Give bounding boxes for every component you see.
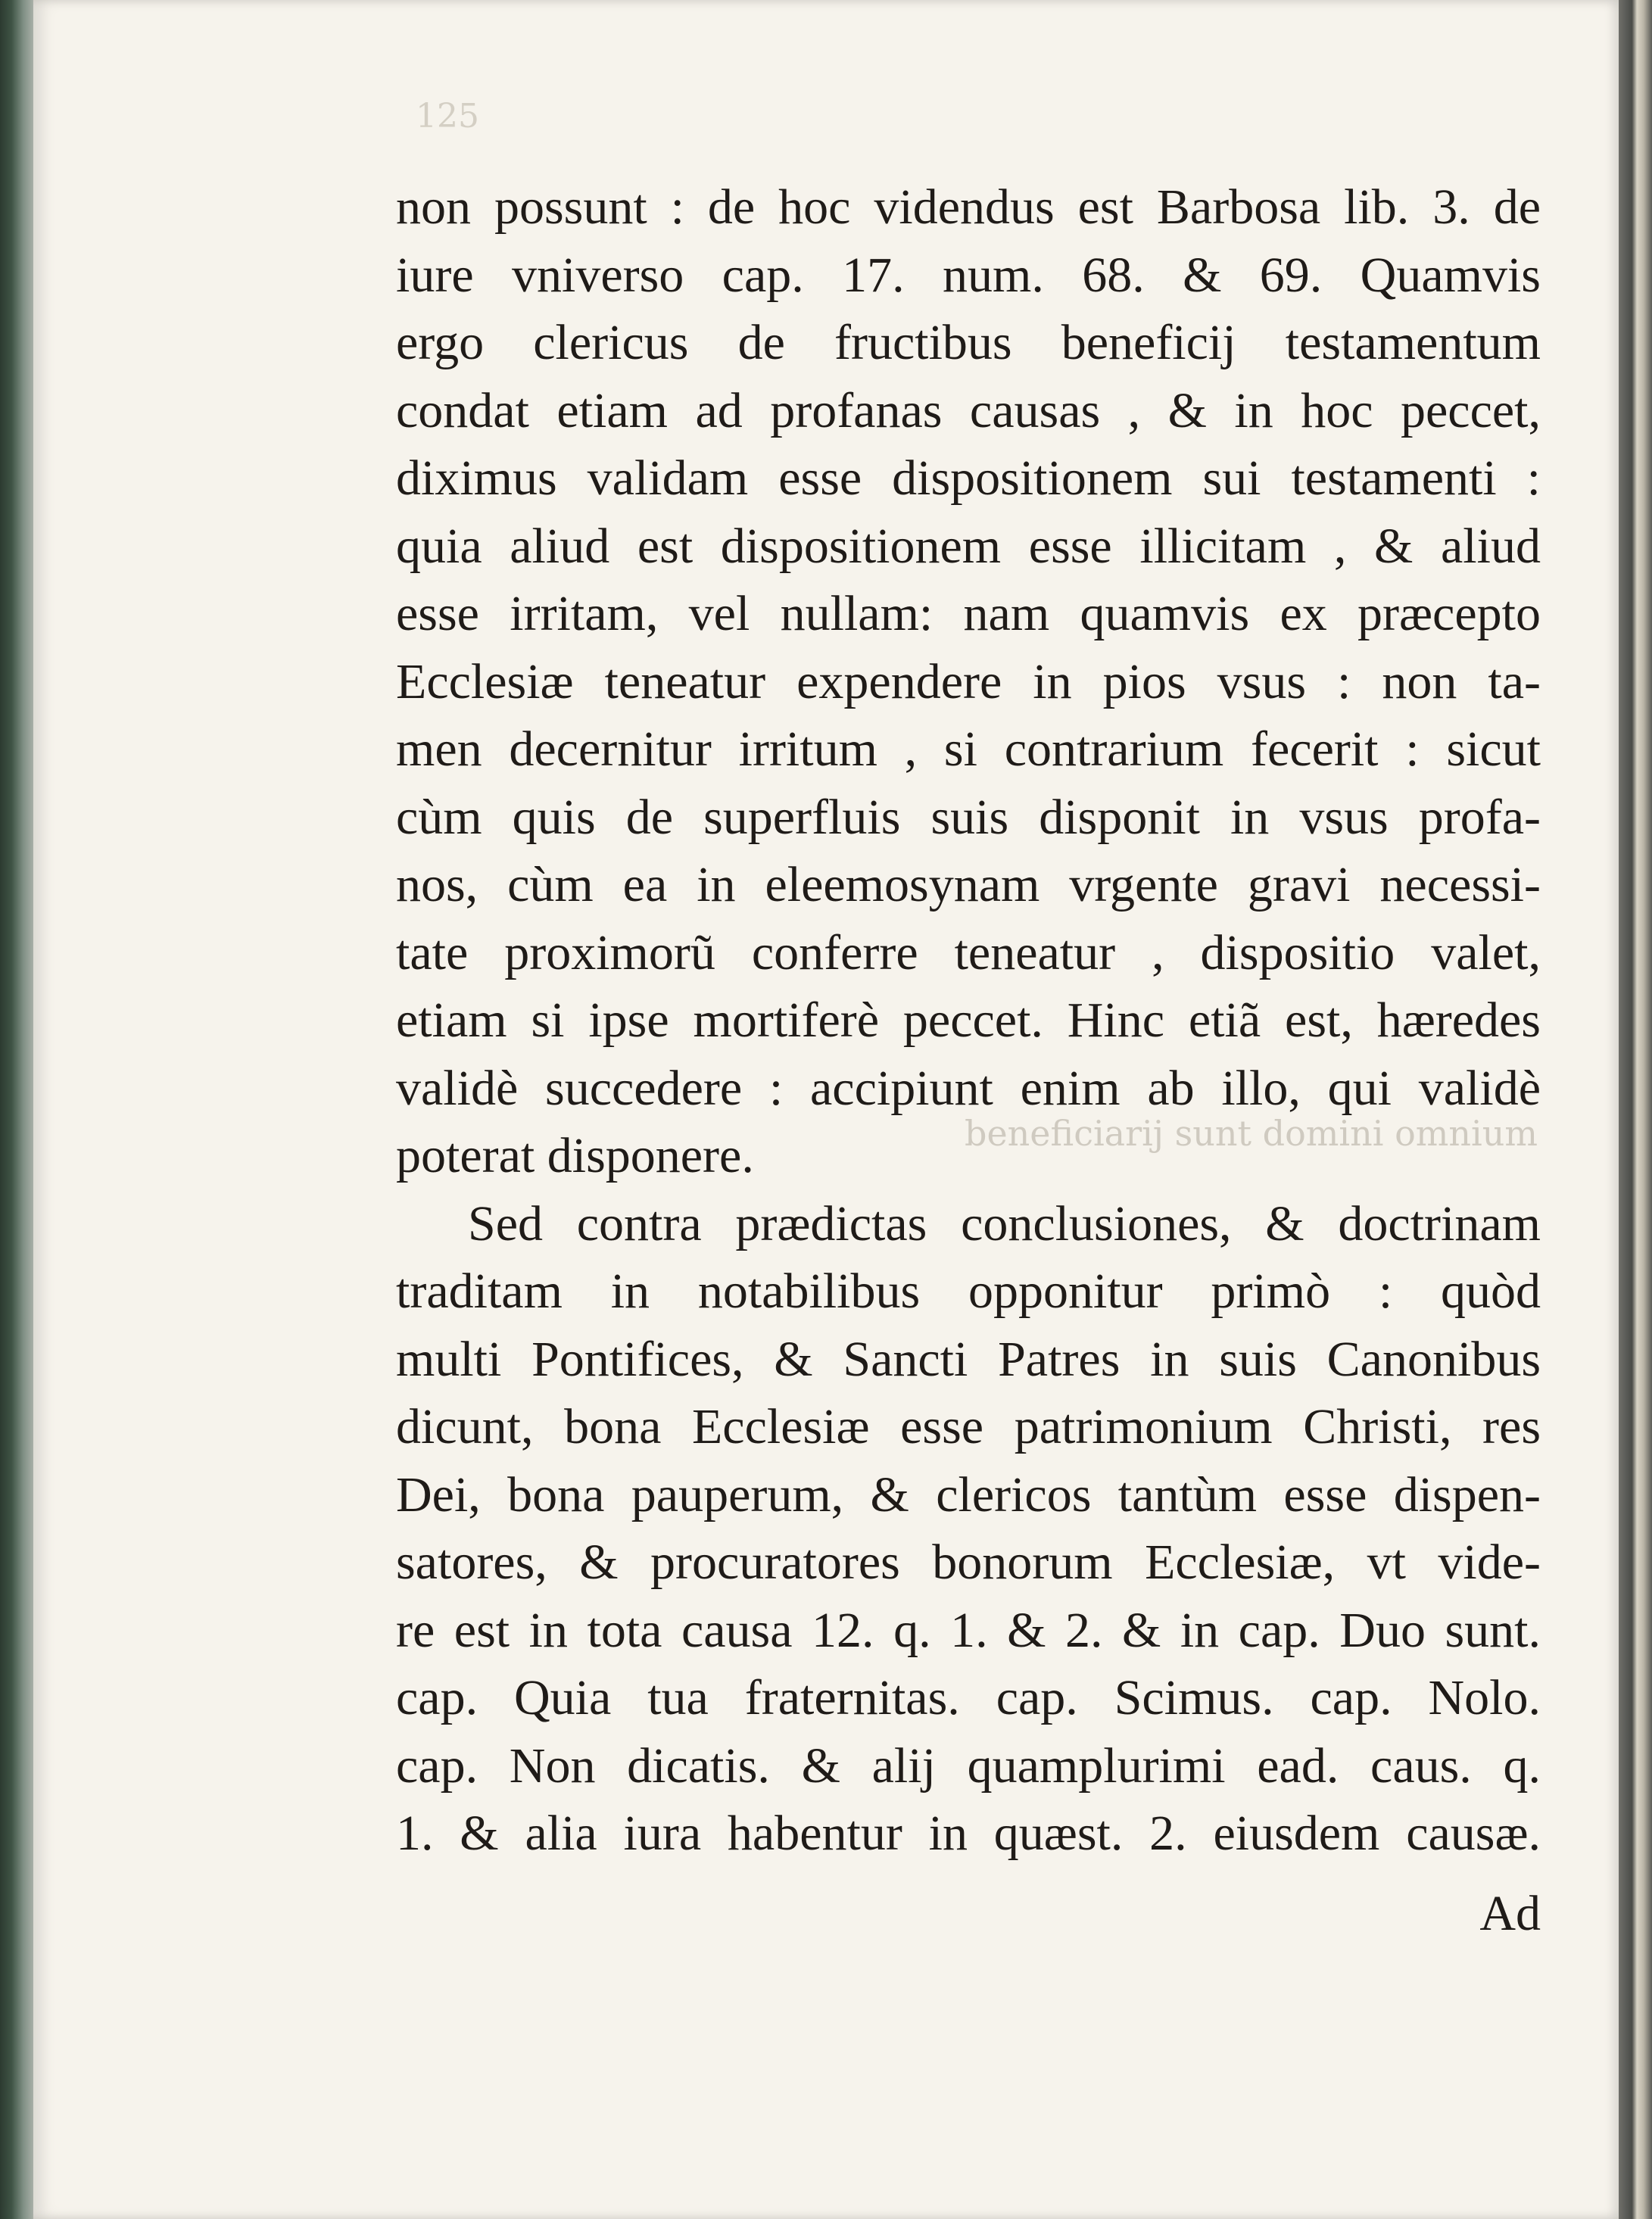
page-fore-edge — [1619, 0, 1652, 2219]
text-line: condat etiam ad profanas causas , & in hoc peccet, — [396, 382, 1541, 438]
text-line: Ecclesiæ teneatur expendere in pios vsus : non ta- — [396, 653, 1541, 709]
text-line: cùm quis de superfluis suis disponit in vsus profa- — [396, 789, 1541, 845]
text-line: etiam si ipse mortiferè peccet. Hinc etiã est, hæredes — [396, 993, 1541, 1048]
show-through-text: beneficiarij sunt domini omnium — [965, 1113, 1538, 1154]
text-line: 1. & alia iura habentur in quæst. 2. eiusdem causæ. — [396, 1806, 1541, 1861]
text-line: ergo clericus de fructibus beneficij testamentum — [396, 315, 1541, 370]
text-line: validè succedere : accipiunt enim ab illo, qui validè — [396, 1060, 1541, 1116]
text-line: Dei, bona pauperum, & clericos tantùm esse dispen- — [396, 1466, 1541, 1522]
text-line: re est in tota causa 12. q. 1. & 2. & in cap. Duo sunt. — [396, 1602, 1541, 1658]
text-line: traditam in notabilibus opponitur primò : quòd — [396, 1264, 1541, 1319]
text-line: cap. Non dicatis. & alij quamplurimi ead. caus. q. — [396, 1737, 1541, 1794]
book-binding — [0, 0, 33, 2219]
paragraph-start-line: Sed contra prædictas conclusiones, & doctrinam — [468, 1195, 1541, 1251]
text-line: multi Pontifices, & Sancti Patres in suis Canonibus — [396, 1331, 1541, 1387]
text-line: non possunt : de hoc videndus est Barbosa lib. 3. de — [396, 179, 1541, 235]
text-line: esse irritam, vel nullam: nam quamvis ex præcepto — [396, 586, 1541, 641]
text-line: cap. Quia tua fraternitas. cap. Scimus. cap. Nolo. — [396, 1670, 1541, 1725]
paragraph-end-line: poterat disponere. — [396, 1128, 754, 1183]
text-line: nos, cùm ea in eleemosynam vrgente gravi necessi- — [396, 857, 1541, 912]
text-line: dicunt, bona Ecclesiæ esse patrimonium Christi, res — [396, 1399, 1541, 1454]
text-line: satores, & procuratores bonorum Ecclesiæ, vt vide- — [396, 1535, 1541, 1590]
text-line: diximus validam esse dispositionem sui testamenti : — [396, 450, 1541, 506]
catchword: Ad — [1479, 1886, 1541, 1941]
text-line: iure vniverso cap. 17. num. 68. & 69. Quamvis — [396, 247, 1541, 303]
show-through-mark: 125 — [416, 97, 479, 136]
text-line: quia aliud est dispositionem esse illicitam , & aliud — [396, 518, 1541, 574]
text-line: tate proximorũ conferre teneatur , dispositio valet, — [396, 924, 1541, 980]
body-text — [396, 173, 1541, 1868]
text-line: men decernitur irritum , si contrarium fecerit : sicut — [396, 721, 1541, 777]
